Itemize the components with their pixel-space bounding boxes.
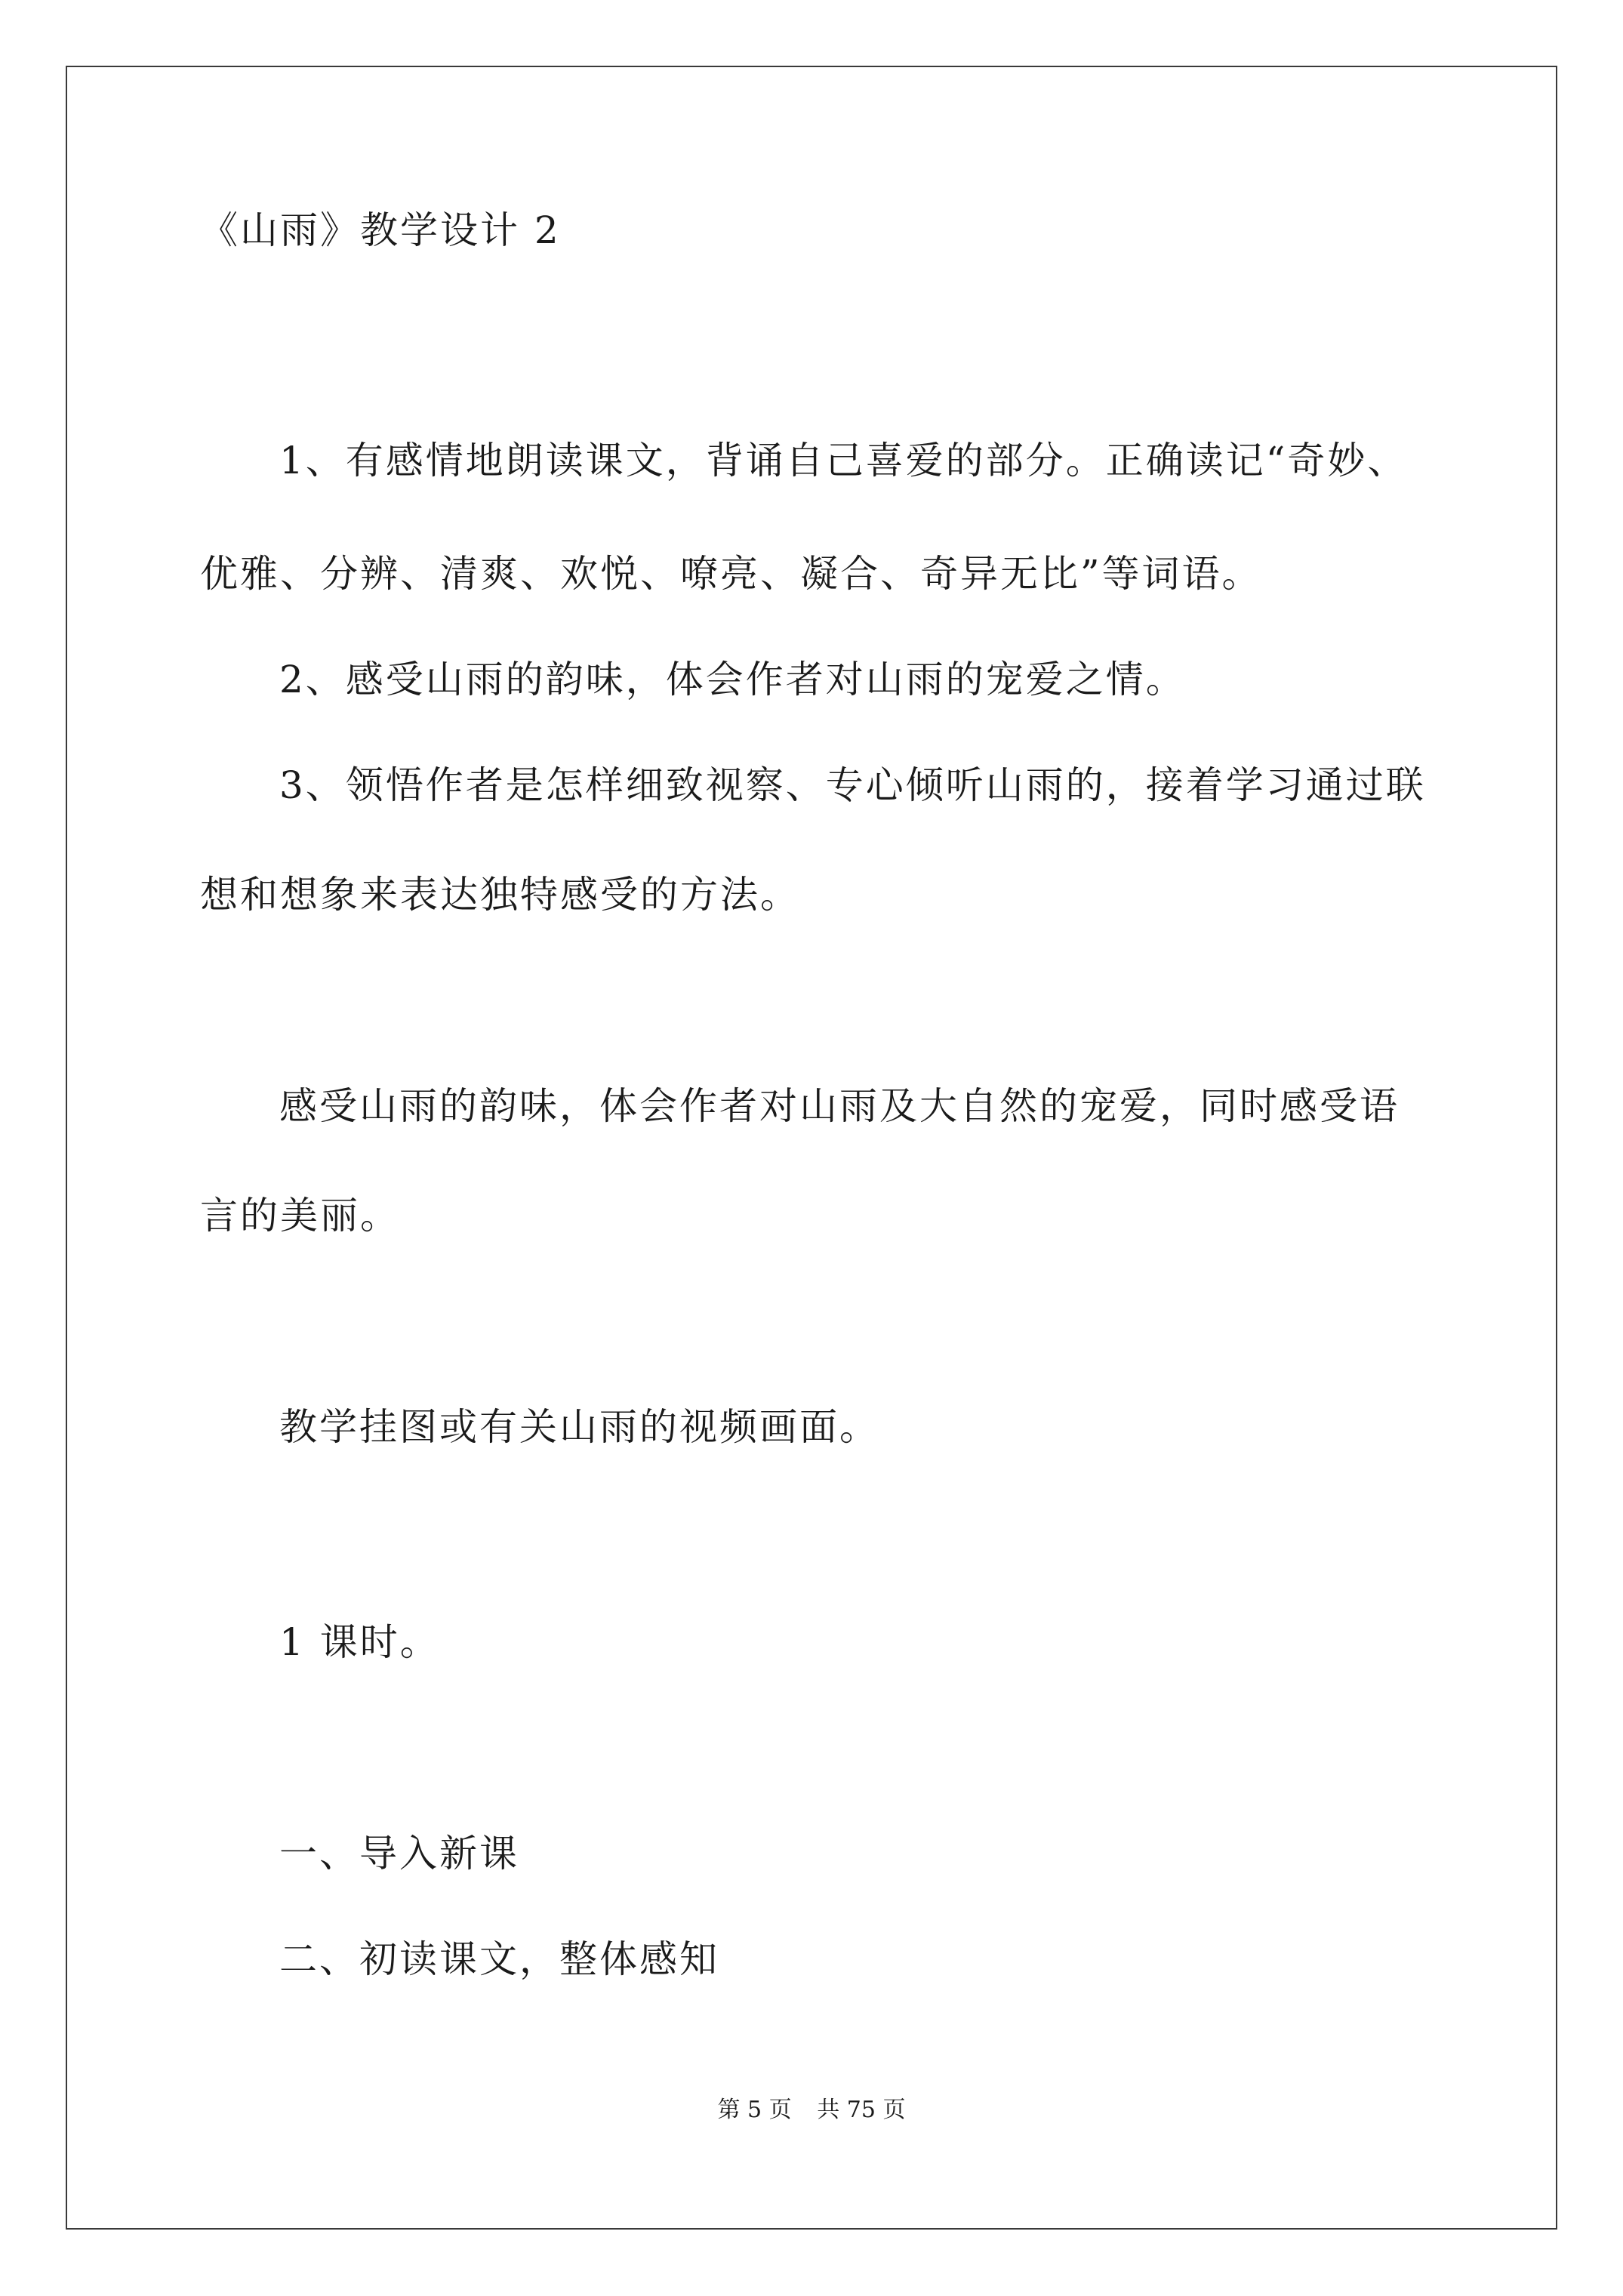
document-title: 《山雨》教学设计 2 — [200, 208, 561, 252]
paragraph-goal-1-line-1: 1、有感情地朗读课文，背诵自己喜爱的部分。正确读记“奇妙、 — [279, 439, 1408, 482]
paragraph-focus-line-2: 言的美丽。 — [200, 1194, 400, 1237]
paragraph-goal-3-line-2: 想和想象来表达独特感受的方法。 — [200, 873, 800, 917]
page-number: 第 5 页 — [717, 2097, 792, 2123]
page-footer — [0, 2095, 1623, 2125]
paragraph-duration: 1 课时。 — [279, 1620, 440, 1664]
page-total: 共 75 页 — [817, 2097, 906, 2123]
section-heading-step-1: 一、导入新课 — [279, 1832, 519, 1875]
paragraph-focus-line-1: 感受山雨的韵味，体会作者对山雨及大自然的宠爱，同时感受语 — [279, 1084, 1400, 1128]
paragraph-materials: 教学挂图或有关山雨的视频画面。 — [279, 1405, 879, 1449]
page-border — [66, 66, 1557, 2230]
section-heading-step-2: 二、初读课文，整体感知 — [279, 1937, 719, 1981]
paragraph-goal-3-line-1: 3、领悟作者是怎样细致视察、专心倾听山雨的，接着学习通过联 — [279, 763, 1426, 807]
paragraph-goal-2: 2、感受山雨的韵味，体会作者对山雨的宠爱之情。 — [279, 658, 1186, 701]
paragraph-goal-1-line-2: 优雅、分辨、清爽、欢悦、嘹亮、凝合、奇异无比”等词语。 — [200, 552, 1262, 596]
